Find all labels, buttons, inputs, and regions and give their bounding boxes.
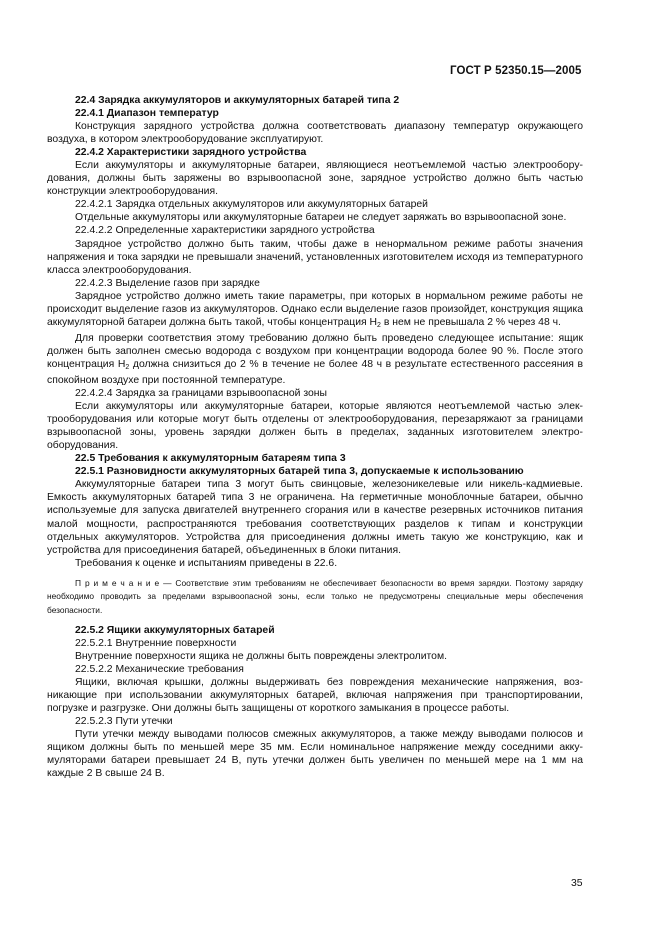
standard-header: ГОСТ Р 52350.15—2005 [450,65,582,77]
section-heading-22-4-1: 22.4.1 Диапазон температур [75,108,219,120]
document-body [47,94,583,780]
subsection-heading-22-5-2-2: 22.5.2.2 Механические требования [75,664,244,676]
subscript: 2 [125,363,130,371]
paragraph: Если аккумуляторы и аккумуляторные батареи, являющиеся неотъемлемой частью электрооборудования, должны быть заряжены во взрывоопасной зоне, зарядное устройство должно быть частью конструкции электрооборудования. [47,160,583,198]
section-heading-22-4: 22.4 Зарядка аккумуляторов и аккумуляторных батарей типа 2 [75,95,400,106]
paragraph: Аккумуляторные батареи типа 3 могут быть свинцовые, железоникелевые или никель-кадмиевые. Емкость аккумуляторных батарей типа 3 не ограничена. На герметичные моноблочные батареи, обычно используемые для запуска двигателей внутреннего сгорания или в качестве резервных источников питания малой мощности, распространяются требования соответствующих разделов к типам и конструкции отдельных аккумуляторов. Устройства для присоединения должны иметь такую же конструкцию, как и устройства для присоединения батарей, объединенных в блоки питания. [47,479,583,556]
note-text: — Соответствие этим требованиям не обеспечивает безопасности во время зарядки. Поэтому зарядку необходимо проводить за пределами взрывоопасной зоны, если только не предусмотрены специальные меры обеспечения безопасности. [47,577,583,615]
paragraph: Конструкция зарядного устройства должна соответствовать диапазону температур окружающего воздуха, в котором электрооборудование эксплуатируют. [47,121,583,146]
subsection-heading-22-5-2-3: 22.5.2.3 Пути утечки [75,716,173,728]
subsection-heading-22-5-2-1: 22.5.2.1 Внутренние поверхности [75,637,237,649]
section-heading-22-4-2: 22.4.2 Характеристики зарядного устройства [75,147,307,159]
paragraph: Внутренние поверхности ящика не должны быть повреждены электролитом. [75,651,447,662]
paragraph: Ящики, включая крышки, должны выдерживать без повреждения механические напряжения, возникающие при использовании аккумуляторных батарей, включая напряжения при транспортировании, погрузке и разгрузке. Они должны быть защищены от короткого замыкания в процессе работы. [47,677,583,715]
section-heading-22-5-2: 22.5.2 Ящики аккумуляторных батарей [75,624,275,636]
note-label: П р и м е ч а н и е [75,577,160,588]
paragraph: Пути утечки между выводами полюсов смежных аккумуляторов, а также между выводами полюсов и ящиком должны быть по меньшей мере 35 мм. Если номинальное напряжение между соседними аккумуляторами батареи превышает 24 В, путь утечки должен быть увеличен по меньшей мере на 1 мм на каждые 2 В свыше 24 В. [47,729,583,780]
page-number: 35 [571,878,583,889]
section-heading-22-5-1: 22.5.1 Разновидности аккумуляторных батарей типа 3, допускаемые к использованию [75,466,524,478]
paragraph: Если аккумуляторы или аккумуляторные батареи, которые являются неотъемлемой частью электрооборудования или которые могут быть отделены от электрооборудования, перезаряжают за границами взрывоопасной зоны, уровень зарядки должен быть в пределах, заданных изготовителем электрооборудования. [47,401,583,452]
subsection-heading-22-4-2-4: 22.4.2.4 Зарядка за границами взрывоопасной зоны [75,388,327,400]
subsection-heading-22-4-2-3: 22.4.2.3 Выделение газов при зарядке [75,277,260,289]
note [47,577,583,617]
subsection-heading-22-4-2-1: 22.4.2.1 Зарядка отдельных аккумуляторов или аккумуляторных батарей [75,199,428,211]
section-heading-22-5: 22.5 Требования к аккумуляторным батареям типа 3 [75,453,346,465]
paragraph-hydrogen-concentration: Зарядное устройство должно иметь такие параметры, при которых в нормальном режиме работы не происходит выделение газов из аккумуляторов. Однако если выделение газов произойдет, конструкция ящика аккумуляторной батареи должна быть такой, чтобы концентрация $Н_2$ в нем не превышала 2 % через 48 ч. [47,290,583,329]
paragraph: Зарядное устройство должно быть таким, чтобы даже в ненормальном режиме работы значения напряжения и тока зарядки не превышали значений, установленных изготовителем исходя из температурного класса электрооборудования. [47,238,583,276]
paragraph: Отдельные аккумуляторы или аккумуляторные батареи не следует заряжать во взрывоопасной зоне. [75,212,567,224]
subsection-heading-22-4-2-2: 22.4.2.2 Определенные характеристики зарядного устройства [75,225,375,237]
subscript: 2 [377,321,381,329]
paragraph: Требования к оценке и испытаниям приведены в 22.6. [75,557,338,569]
paragraph-test-procedure: Для проверки соответствия этому требованию должно быть проведено следующее испытание: ящик должен быть заполнен смесью водорода с воздухом при концентрации водорода более 90 %. После этого концентрация $Н_2$ должна снизиться до 2 % в течение не более 48 ч в результате естественного рассеяния в спокойном воздухе при постоянной температуре. [47,332,584,386]
